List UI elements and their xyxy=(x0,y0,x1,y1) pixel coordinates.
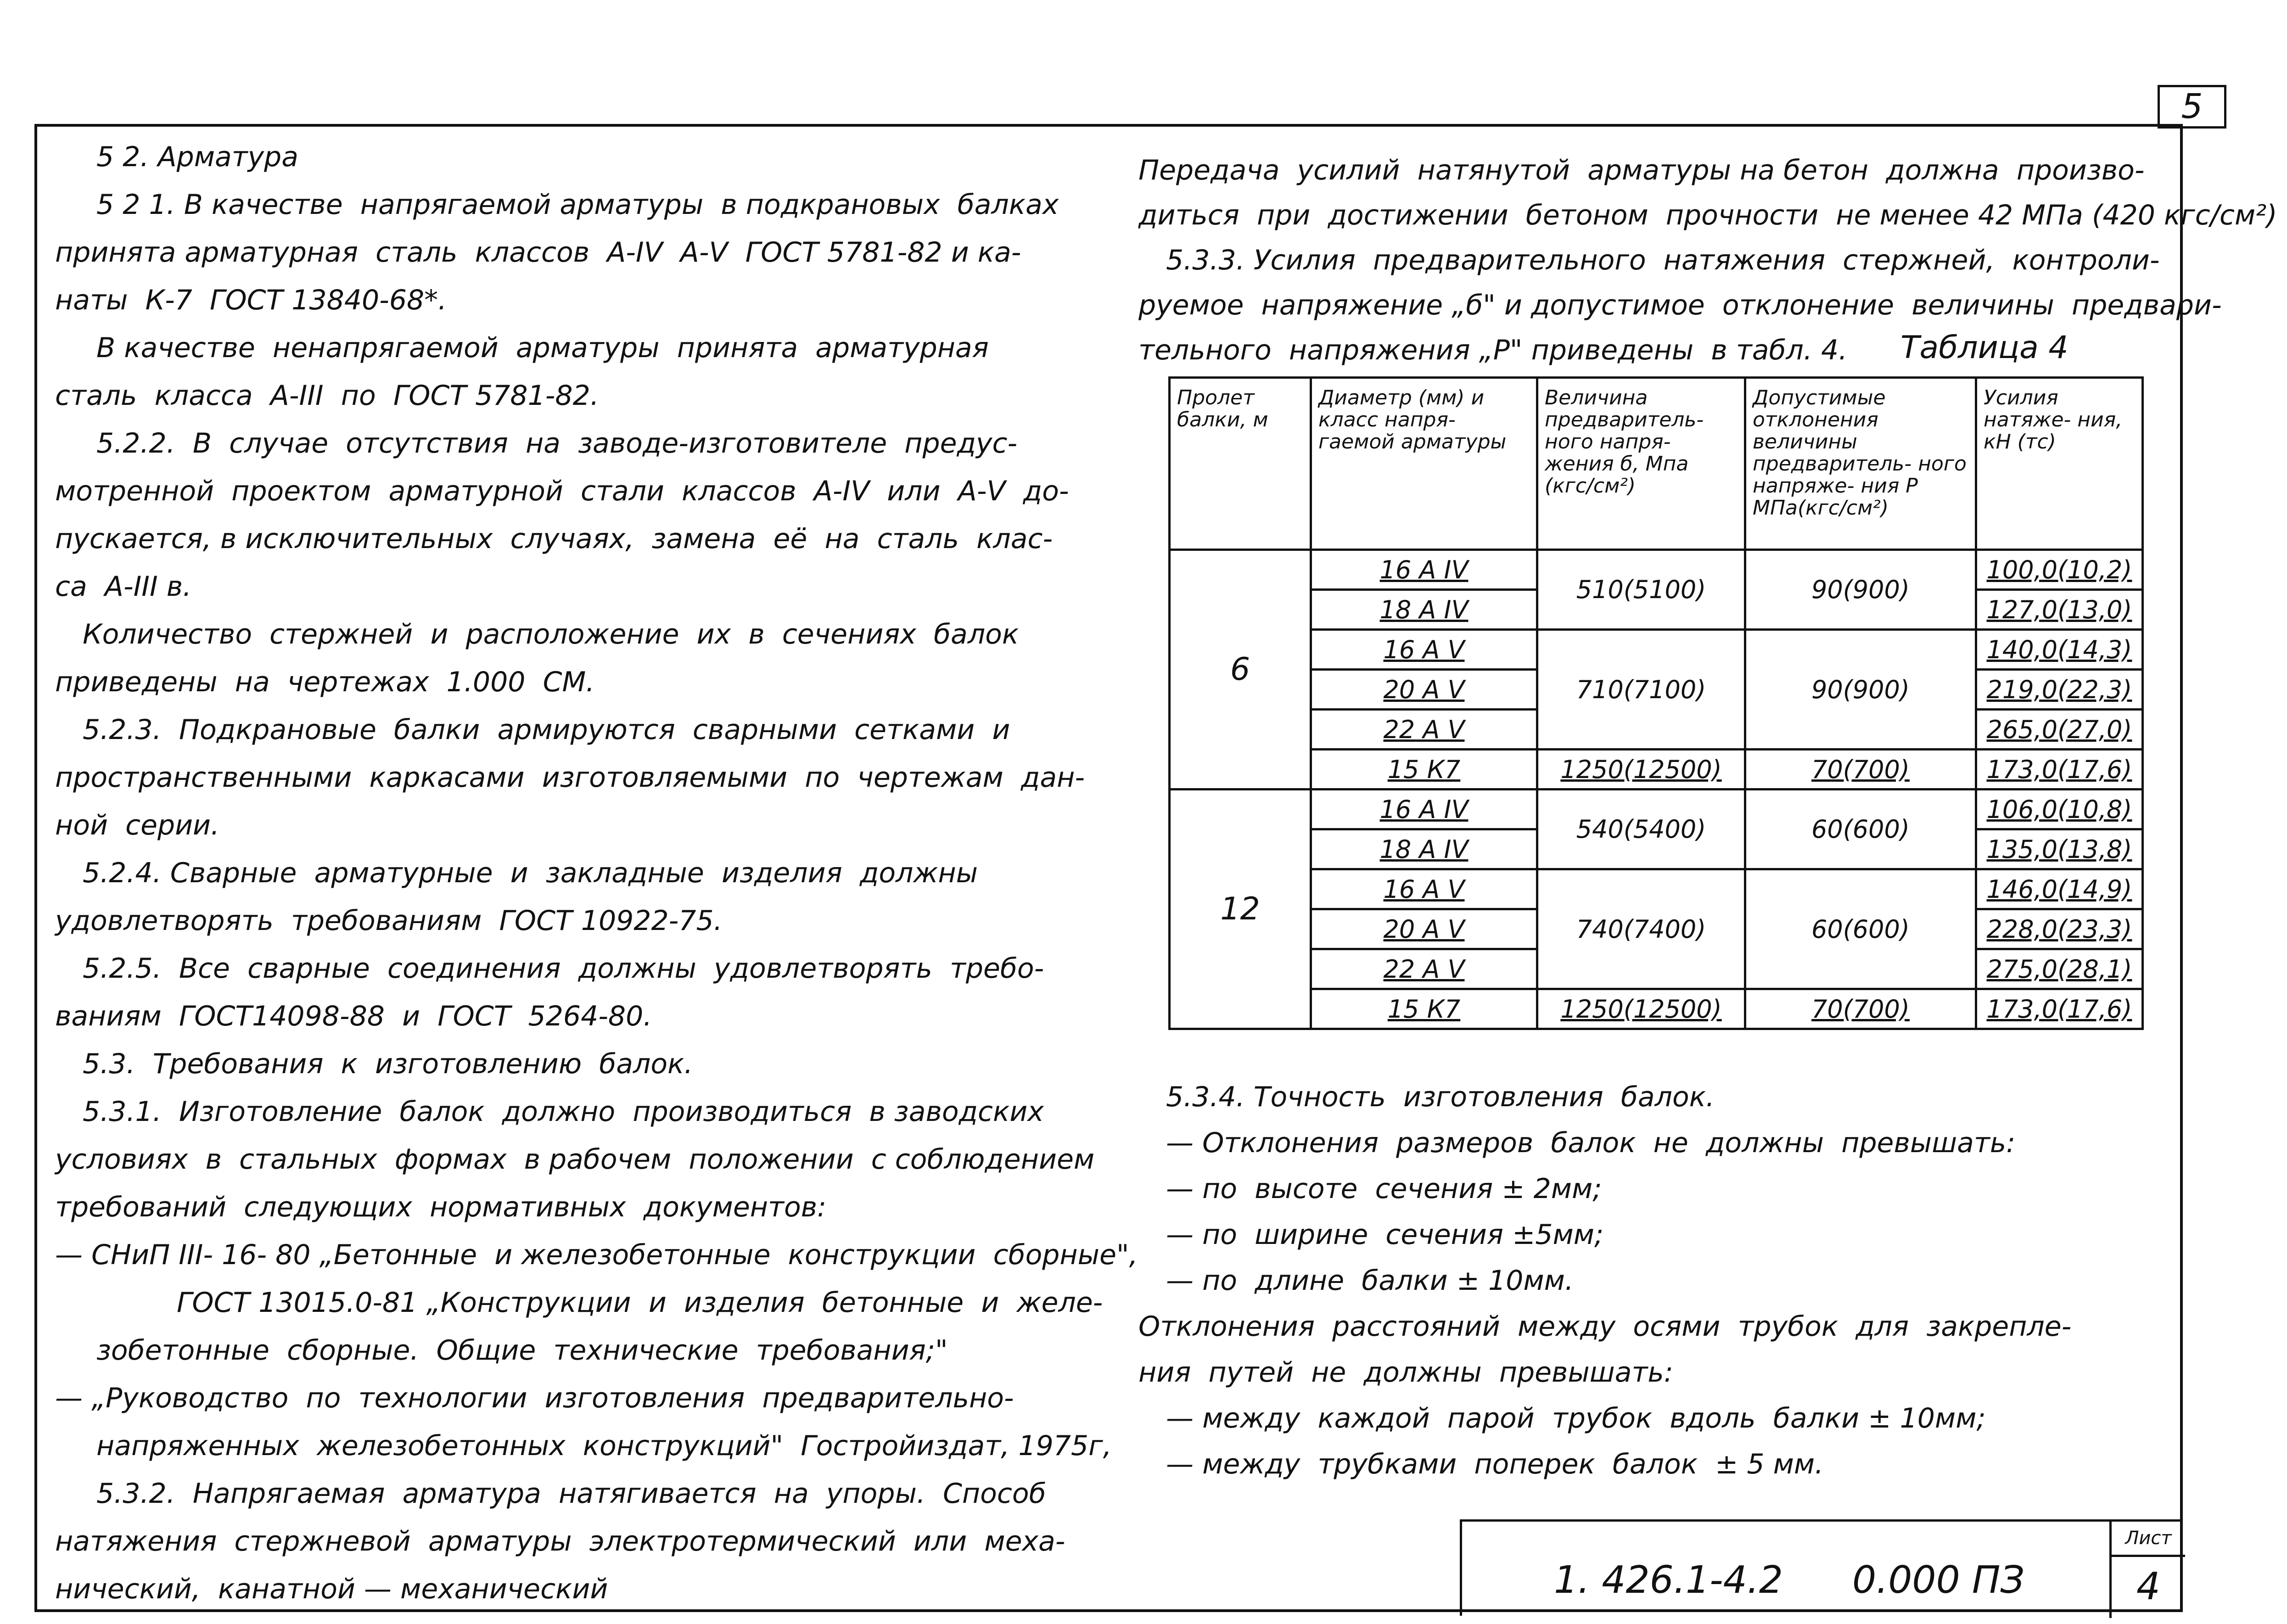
text-line: тельного напряжения „Р" приведены в табл. 4. xyxy=(1138,334,1848,366)
text-line: — по высоте сечения ± 2мм; xyxy=(1166,1173,1602,1205)
header-bar: Диаметр (мм) и класс напря- гаемой арматуры xyxy=(1311,378,1537,550)
force-cell: 275,0(28,1) xyxy=(1976,949,2143,989)
text-line: — „Руководство по технологии изготовления предварительно- xyxy=(55,1382,1014,1414)
text-line: принята арматурная сталь классов А-IV А-V ГОСТ 5781-82 и ка- xyxy=(55,236,1021,269)
stress-cell: 1250(12500) xyxy=(1537,989,1745,1029)
text-line: — между трубками поперек балок ± 5 мм. xyxy=(1166,1448,1824,1480)
deviation-cell: 70(700) xyxy=(1745,750,1976,790)
text-line: 5.3. Требования к изготовлению балок. xyxy=(83,1048,693,1080)
table-row xyxy=(1170,630,2143,670)
text-line: мотренной проектом арматурной стали классов А-IV или А-V до- xyxy=(55,475,1069,507)
deviation-cell: 90(900) xyxy=(1745,550,1976,630)
text-line: — Отклонения размеров балок не должны превышать: xyxy=(1166,1127,2016,1159)
bar-cell: 15 К7 xyxy=(1311,989,1537,1029)
stress-cell: 540(5400) xyxy=(1537,790,1745,869)
text-line: 5.3.3. Усилия предварительного натяжения стержней, контроли- xyxy=(1166,244,2160,276)
table-row xyxy=(1170,550,2143,590)
text-line: пространственными каркасами изготовляемыми по чертежам дан- xyxy=(55,762,1085,794)
bar-cell: 18 А IV xyxy=(1311,590,1537,630)
text-line: 5 2. Арматура xyxy=(96,141,299,173)
text-line: — между каждой парой трубок вдоль балки ± 10мм; xyxy=(1166,1402,1986,1434)
text-line: пускается, в исключительных случаях, замена её на сталь клас- xyxy=(55,523,1053,555)
text-line: Отклонения расстояний между осями трубок для закрепле- xyxy=(1138,1310,2072,1343)
deviation-cell: 60(600) xyxy=(1745,869,1976,989)
text-line: — по ширине сечения ±5мм; xyxy=(1166,1219,1604,1251)
page-number: 5 xyxy=(2158,85,2226,129)
text-line: — по длине балки ± 10мм. xyxy=(1166,1265,1574,1297)
text-line: нический, канатной — механический xyxy=(55,1573,608,1605)
table-row xyxy=(1170,869,2143,909)
force-cell: 100,0(10,2) xyxy=(1976,550,2143,590)
sheet-label: Лист xyxy=(2112,1522,2185,1557)
text-line: сталь класса А-III по ГОСТ 5781-82. xyxy=(55,380,599,412)
text-line: 5.2.2. В случае отсутствия на заводе-изготовителе предус- xyxy=(96,427,1018,459)
bar-cell: 15 К7 xyxy=(1311,750,1537,790)
text-line: диться при достижении бетоном прочности не менее 42 МПа (420 кгс/см²) xyxy=(1138,199,2277,231)
stress-cell: 740(7400) xyxy=(1537,869,1745,989)
sheet-number: 4 xyxy=(2136,1565,2161,1608)
text-line: ваниям ГОСТ14098-88 и ГОСТ 5264-80. xyxy=(55,1000,652,1032)
deviation-cell: 60(600) xyxy=(1745,790,1976,869)
header-span: Пролет балки, м xyxy=(1170,378,1311,550)
text-line: ния путей не должны превышать: xyxy=(1138,1356,1673,1389)
table-row xyxy=(1170,790,2143,829)
stress-cell: 510(5100) xyxy=(1537,550,1745,630)
title-block xyxy=(1460,1519,2183,1616)
deviation-cell: 90(900) xyxy=(1745,630,1976,750)
left-column xyxy=(55,133,1138,1613)
series-code: 1. 426.1-4.2 xyxy=(1554,1558,1783,1602)
force-cell: 265,0(27,0) xyxy=(1976,710,2143,750)
text-line: напряженных железобетонных конструкций" Гостройиздат, 1975г, xyxy=(96,1430,1112,1462)
text-line: Количество стержней и расположение их в сечениях балок xyxy=(83,618,1019,650)
text-line: условиях в стальных формах в рабочем положении с соблюдением xyxy=(55,1143,1095,1176)
text-line: требований следующих нормативных документов: xyxy=(55,1191,827,1223)
text-line: 5 2 1. В качестве напрягаемой арматуры в подкрановых балках xyxy=(96,189,1059,221)
document-code: 0.000 ПЗ xyxy=(1852,1558,2025,1602)
force-cell: 127,0(13,0) xyxy=(1976,590,2143,630)
text-line: руемое напряжение „б" и допустимое отклонение величины предвари- xyxy=(1138,289,2222,321)
force-cell: 146,0(14,9) xyxy=(1976,869,2143,909)
force-cell: 173,0(17,6) xyxy=(1976,989,2143,1029)
table-header-row xyxy=(1170,378,2143,550)
bar-cell: 20 А V xyxy=(1311,670,1537,710)
force-cell: 228,0(23,3) xyxy=(1976,909,2143,949)
header-deviation: Допустимые отклонения величины предваритель- ного напряже- ния Р МПа(кгс/см²) xyxy=(1745,378,1976,550)
bar-cell: 16 А IV xyxy=(1311,550,1537,590)
text-line: 5.2.4. Сварные арматурные и закладные изделия должны xyxy=(83,857,978,889)
force-cell: 173,0(17,6) xyxy=(1976,750,2143,790)
sheet-box xyxy=(2109,1522,2185,1618)
text-line: наты К-7 ГОСТ 13840-68*. xyxy=(55,284,447,316)
text-line: 5.2.3. Подкрановые балки армируются сварными сетками и xyxy=(83,714,1010,746)
header-stress: Величина предваритель- ного напря- жения б, Мпа (кгс/см²) xyxy=(1537,378,1745,550)
header-force: Усилия натяже- ния, кН (тс) xyxy=(1976,378,2143,550)
text-line: В качестве ненапрягаемой арматуры принята арматурная xyxy=(96,332,989,364)
text-line: зобетонные сборные. Общие технические требования;" xyxy=(96,1334,948,1366)
bar-cell: 18 А IV xyxy=(1311,829,1537,869)
force-cell: 135,0(13,8) xyxy=(1976,829,2143,869)
table-row xyxy=(1170,750,2143,790)
deviation-cell: 70(700) xyxy=(1745,989,1976,1029)
text-line: са А-III в. xyxy=(55,571,192,603)
text-line: натяжения стержневой арматуры электротермический или меха- xyxy=(55,1525,1065,1557)
text-line: ной серии. xyxy=(55,809,220,841)
stress-cell: 710(7100) xyxy=(1537,630,1745,750)
force-cell: 106,0(10,8) xyxy=(1976,790,2143,829)
tension-table xyxy=(1168,376,2144,1030)
bar-cell: 16 А IV xyxy=(1311,790,1537,829)
bar-cell: 22 А V xyxy=(1311,949,1537,989)
force-cell: 219,0(22,3) xyxy=(1976,670,2143,710)
text-line: 5.3.1. Изготовление балок должно производиться в заводских xyxy=(83,1096,1044,1128)
span-cell: 12 xyxy=(1170,790,1311,1029)
text-line: 5.3.2. Напрягаемая арматура натягивается на упоры. Способ xyxy=(96,1478,1046,1510)
stress-cell: 1250(12500) xyxy=(1537,750,1745,790)
bar-cell: 16 А V xyxy=(1311,630,1537,670)
bar-cell: 22 А V xyxy=(1311,710,1537,750)
table-row xyxy=(1170,989,2143,1029)
bar-cell: 16 А V xyxy=(1311,869,1537,909)
text-line: — СНиП III- 16- 80 „Бетонные и железобетонные конструкции сборные", xyxy=(55,1239,1138,1271)
text-line: 5.3.4. Точность изготовления балок. xyxy=(1166,1081,1715,1113)
text-line: приведены на чертежах 1.000 СМ. xyxy=(55,666,595,698)
right-bottom-text xyxy=(1138,1074,2185,1487)
force-cell: 140,0(14,3) xyxy=(1976,630,2143,670)
text-line: Передача усилий натянутой арматуры на бетон должна произво- xyxy=(1138,154,2145,186)
text-line: 5.2.5. Все сварные соединения должны удовлетворять требо- xyxy=(83,952,1044,985)
text-line: ГОСТ 13015.0-81 „Конструкции и изделия бетонные и желе- xyxy=(177,1287,1103,1319)
table-caption: Таблица 4 xyxy=(1900,330,2068,366)
bar-cell: 20 А V xyxy=(1311,909,1537,949)
text-line: удовлетворять требованиям ГОСТ 10922-75. xyxy=(55,905,723,937)
span-cell: 6 xyxy=(1170,550,1311,790)
